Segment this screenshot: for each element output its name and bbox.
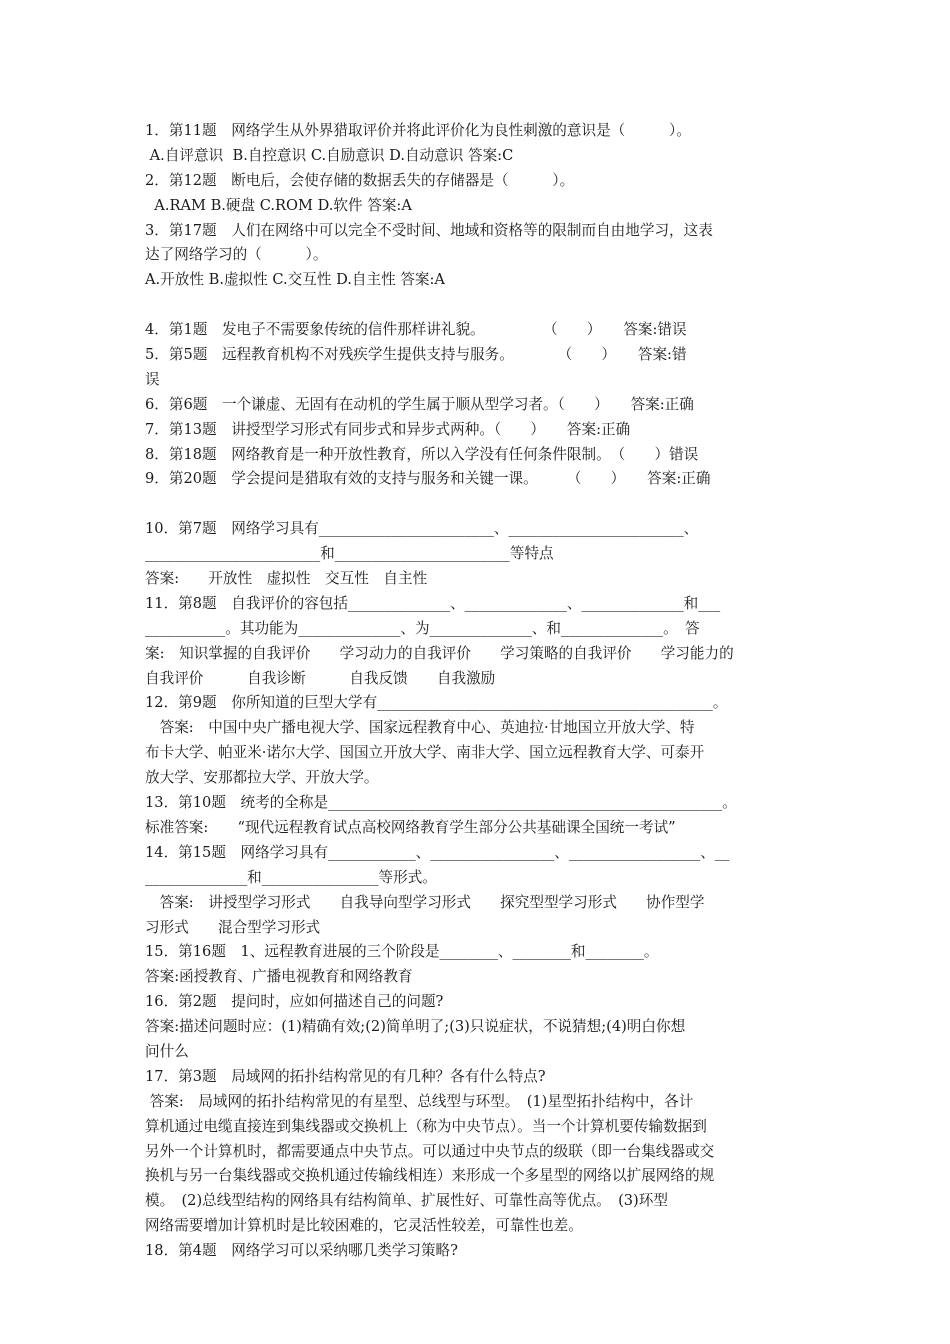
text-line: 标准答案: “现代远程教育试点高校网络教育学生部分公共基础课全国统一考试” bbox=[145, 818, 676, 836]
text-line: 答案: 中国中央广播电视大学、国家远程教育中心、英迪拉·甘地国立开放大学、特 bbox=[145, 719, 695, 737]
text-line: 12．第9题 你所知道的巨型大学有______________________________________________。 bbox=[145, 694, 728, 712]
text-line: 3．第17题 人们在网络中可以完全不受时间、地域和资格等的限制而自由地学习，这表 bbox=[145, 221, 713, 239]
text-line: 4．第1题 发电子不需要象传统的信件那样讲礼貌。 （ ） 答案:错误 bbox=[145, 321, 687, 339]
text-line: 16．第2题 提问时，应如何描述自己的问题? bbox=[145, 993, 444, 1011]
text-line: 网络需要增加计算机时是比较困难的，它灵活性较差，可靠性也差。 bbox=[145, 1217, 583, 1235]
text-line: 14．第15题 网络学习具有____________、_________________、__________________、__ bbox=[145, 843, 730, 861]
text-line: 习形式 混合型学习形式 bbox=[145, 918, 321, 936]
text-line: 放大学、安那都拉大学、开放大学。 bbox=[145, 769, 379, 787]
text-line: 问什么 bbox=[145, 1042, 189, 1060]
text-line: 布卡大学、帕亚米·诺尔大学、国国立开放大学、南非大学、国立远程教育大学、可泰开 bbox=[145, 744, 705, 762]
text-line: 自我评价 自我诊断 自我反馈 自我激励 bbox=[145, 669, 496, 687]
blank-line bbox=[145, 492, 810, 517]
text-line: 模。 (2)总线型结构的网络具有结构简单、扩展性好、可靠性高等优点。 (3)环型 bbox=[145, 1192, 668, 1210]
text-line: 答案:描述问题时应：(1)精确有效;(2)简单明了;(3)只说症状，不说猜想;(4)明白你想 bbox=[145, 1018, 686, 1036]
text-line: ________________________和________________________等特点 bbox=[145, 545, 554, 563]
text-line: 7．第13题 讲授型学习形式有同步式和异步式两种。（ ） 答案:正确 bbox=[145, 420, 631, 438]
text-line: 13．第10题 统考的全称是______________________________________________________。 bbox=[145, 794, 737, 812]
text-line: 另外一个计算机时，都需要通点中央节点。可以通过中央节点的级联（即一台集线器或交 bbox=[145, 1142, 715, 1160]
text-line: 答案: 局域网的拓扑结构常见的有星型、总线型与环型。 (1)星型拓扑结构中，各计 bbox=[145, 1092, 694, 1110]
text-line: 案: 知识掌握的自我评价 学习动力的自我评价 学习策略的自我评价 学习能力的 bbox=[145, 644, 734, 662]
text-line: 18．第4题 网络学习可以采纳哪几类学习策略? bbox=[145, 1242, 458, 1260]
text-line: 10．第7题 网络学习具有________________________、________________________、 bbox=[145, 520, 699, 538]
text-line: ___________。其功能为______________、为______________、和______________。 答 bbox=[145, 619, 700, 637]
text-line: 5．第5题 远程教育机构不对残疾学生提供支持与服务。 （ ） 答案:错 bbox=[145, 346, 687, 364]
text-line: A.自评意识 B.自控意识 C.自励意识 D.自动意识 答案:C bbox=[145, 146, 514, 164]
text-line: 1．第11题 网络学生从外界猎取评价并将此评价化为良性刺激的意识是（ ）。 bbox=[145, 122, 691, 139]
text-line: A.开放性 B.虚拟性 C.交互性 D.自主性 答案:A bbox=[145, 271, 445, 289]
text-line: A.RAM B.硬盘 C.ROM D.软件 答案:A bbox=[145, 196, 412, 214]
text-line: 达了网络学习的（ ）。 bbox=[145, 246, 328, 264]
text-line: 11．第8题 自我评价的容包括______________、______________、______________和___ bbox=[145, 594, 721, 612]
text-line: 15．第16题 1、远程教育进展的三个阶段是________、________和________。 bbox=[145, 943, 659, 961]
text-line: 17．第3题 局域网的拓扑结构常见的有几种？各有什么特点? bbox=[145, 1067, 546, 1085]
text-line: 2．第12题 断电后，会使存储的数据丢失的存储器是（ ）。 bbox=[145, 171, 575, 189]
text-line: 答案:函授教育、广播电视教育和网络教育 bbox=[145, 968, 413, 986]
text-line: 算机通过电缆直接连到集线器或交换机上（称为中央节点）。当一个计算机要传输数据到 bbox=[145, 1117, 707, 1135]
text-line: 答案: 讲授型学习形式 自我导向型学习形式 探究型型学习形式 协作型学 bbox=[145, 893, 705, 911]
blank-line bbox=[145, 293, 810, 318]
text-line: ______________和________________等形式。 bbox=[145, 868, 437, 886]
text-line: 6．第6题 一个谦虚、无固有在动机的学生属于顺从型学习者。（ ） 答案:正确 bbox=[145, 395, 694, 413]
text-line: 9．第20题 学会提问是猎取有效的支持与服务和关键一课。 （ ） 答案:正确 bbox=[145, 470, 711, 488]
text-line: 8．第18题 网络教育是一种开放性教育，所以入学没有任何条件限制。 （ ）错误 bbox=[145, 445, 699, 463]
text-line: 答案: 开放性 虚拟性 交互性 自主性 bbox=[145, 570, 428, 588]
text-line: 换机与另一台集线器或交换机通过传输线相连）来形成一个多星型的网络以扩展网络的规 bbox=[145, 1167, 715, 1185]
text-line: 误 bbox=[145, 370, 160, 388]
